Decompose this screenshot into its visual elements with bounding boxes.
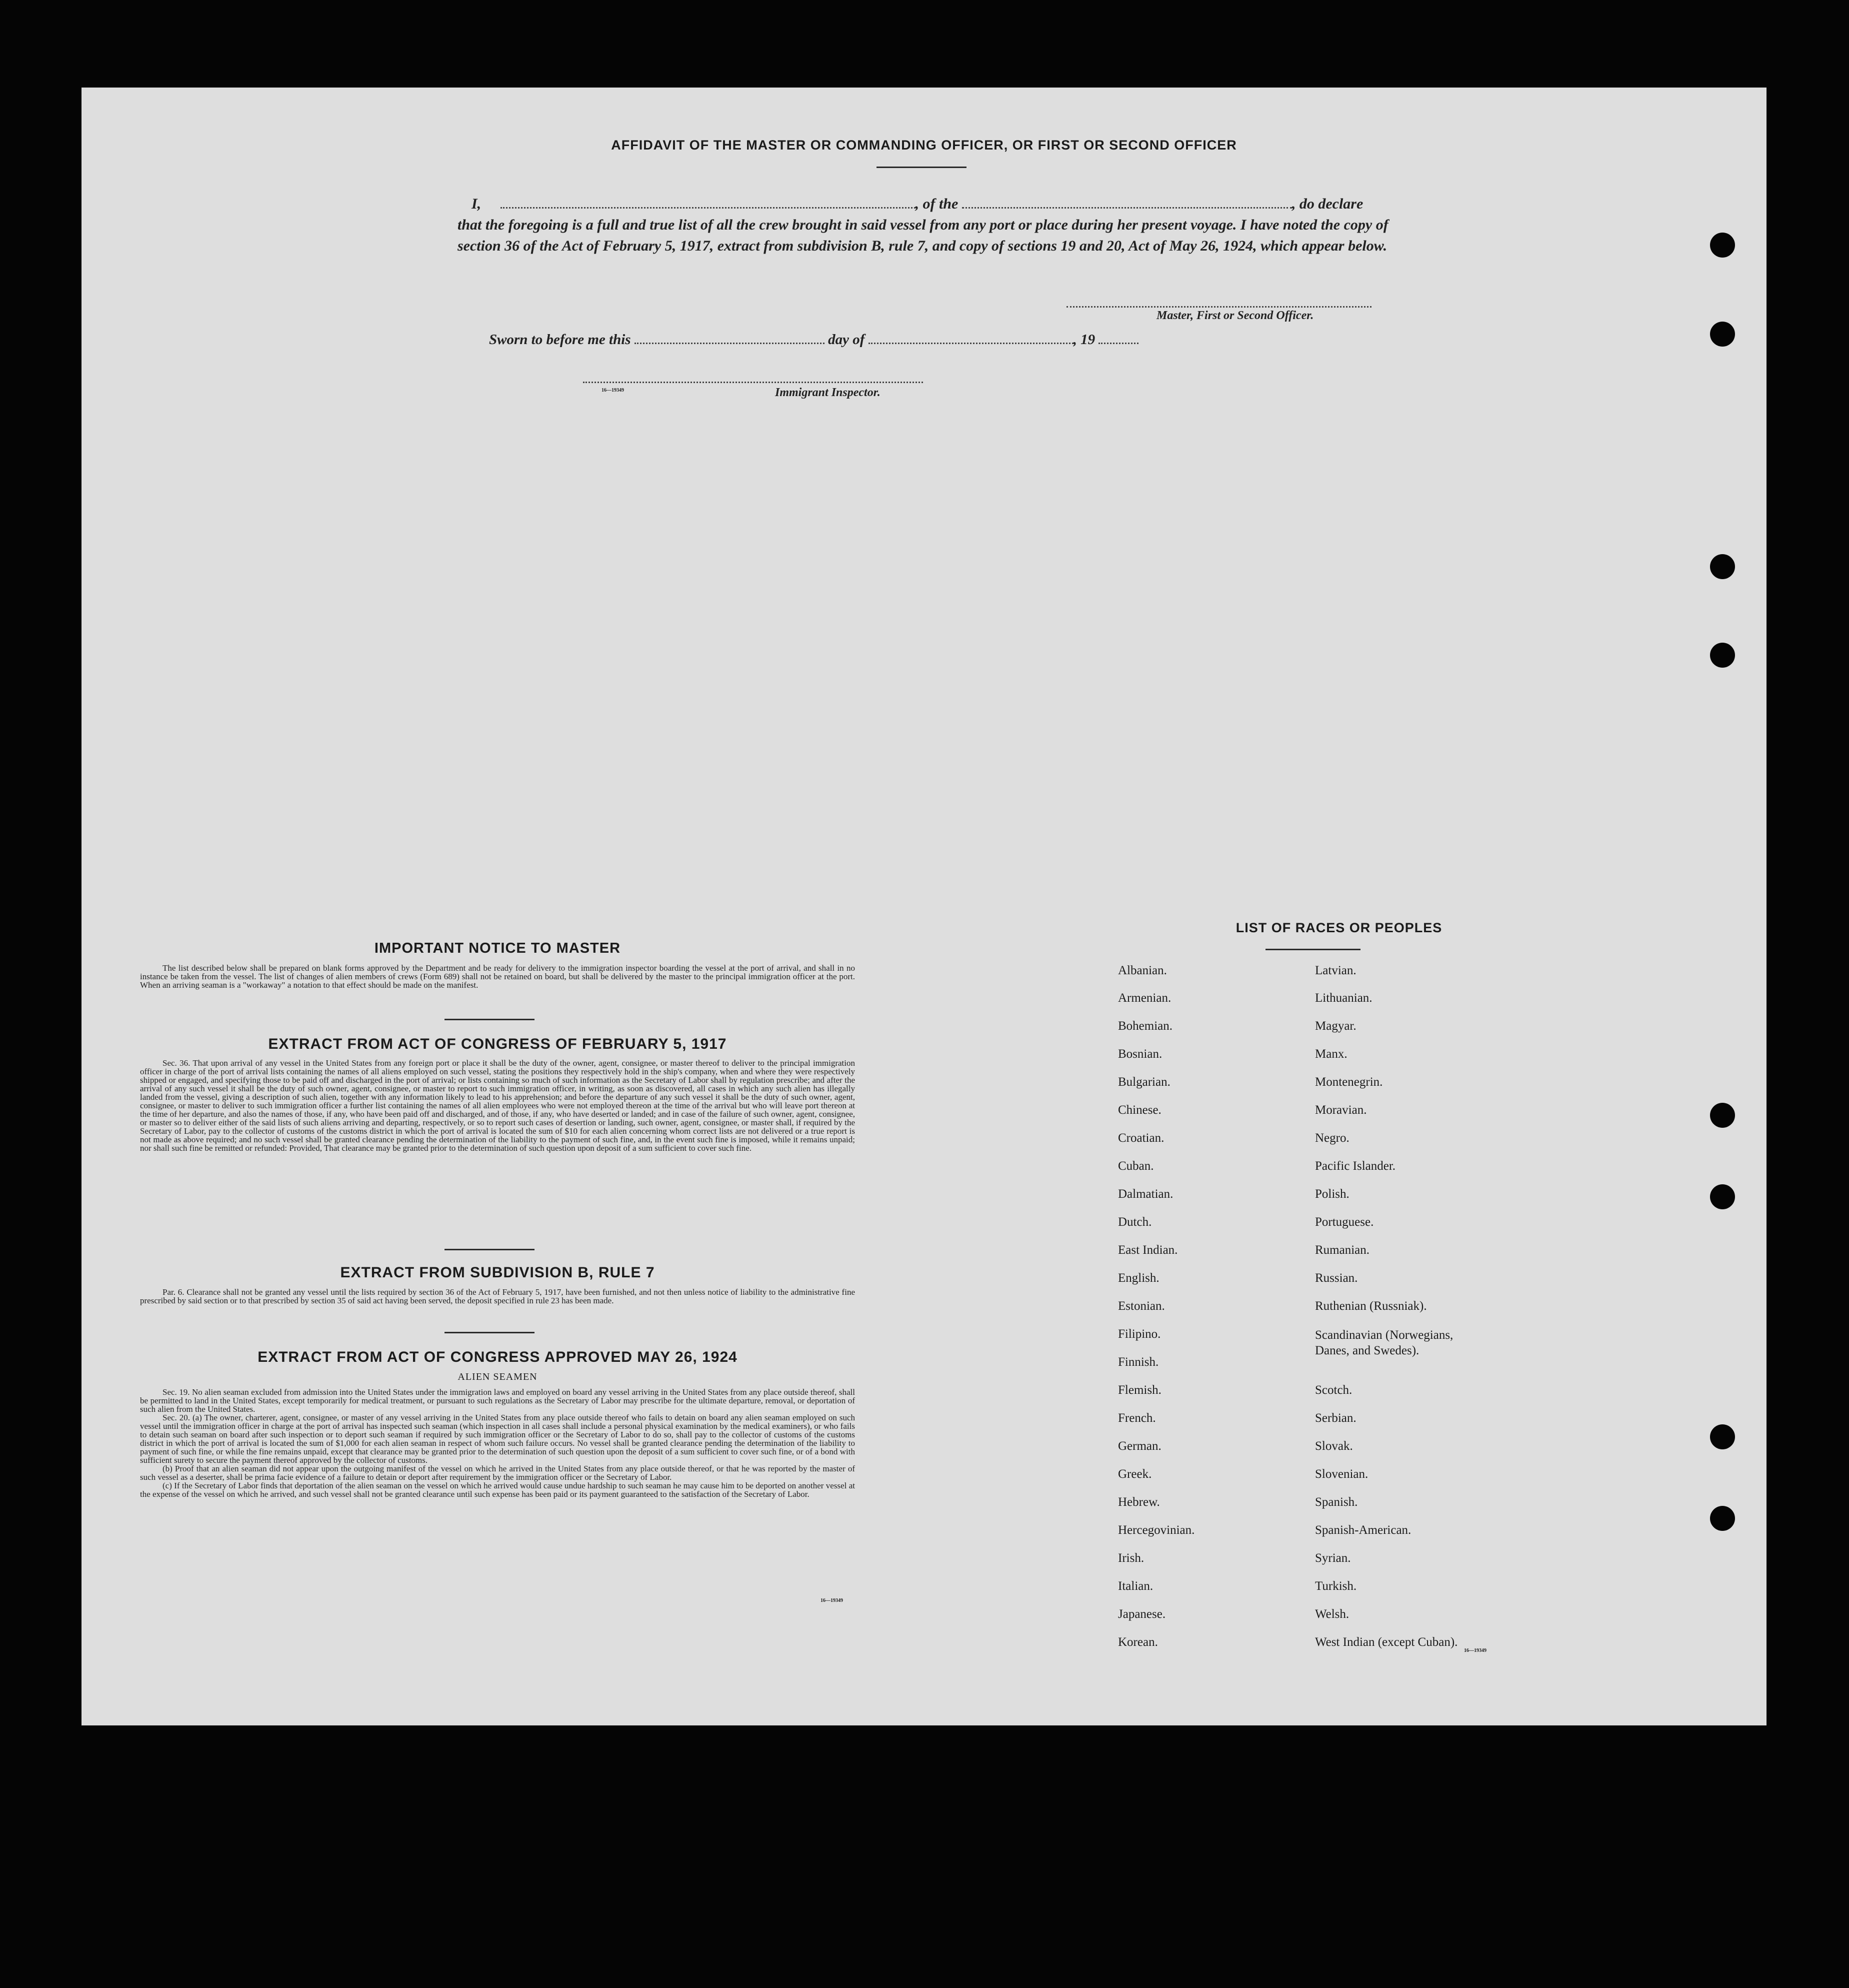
punch-hole bbox=[1710, 554, 1735, 579]
race-item: Polish. bbox=[1315, 1187, 1350, 1201]
year-label: , 19 bbox=[1073, 332, 1096, 348]
divider bbox=[444, 1249, 534, 1250]
affidavit-title: AFFIDAVIT OF THE MASTER OR COMMANDING OFFICER, OR FIRST OR SECOND OFFICER bbox=[611, 138, 1237, 153]
race-item: Moravian. bbox=[1315, 1103, 1367, 1117]
race-item: Cuban. bbox=[1118, 1159, 1154, 1173]
punch-hole bbox=[1710, 233, 1735, 258]
sec-20a-paragraph: Sec. 20. (a) The owner, charterer, agent, consignee, or master of any vessel arriving in the United States from any place outside thereof who fails to detain on board any alien seaman employed on such vessel until the immigration officer in charge at the port of arrival has inspected such seaman (which inspection in all cases shall include a personal physical examination by the medical examiners), or who fails to detain such seaman on board after such inspection or to deport such seaman if required by such immigration officer or the Secretary of Labor to do so, shall pay to the collector of customs of the customs district in which the port of arrival is located the sum of $1,000 for each alien seaman in respect of whom such failure occurs. No vessel shall be granted clearance pending the determination of the liability to payment of such fine, or while the fine remains unpaid, except that clearance may be granted prior to the determination of such question upon the deposit of a sum sufficient to cover such fine, or of a bond with sufficient surety to secure the payment thereof approved by the collector of customs. bbox=[140, 1413, 855, 1465]
inspector-label: Immigrant Inspector. bbox=[775, 386, 880, 399]
race-item: Bohemian. bbox=[1118, 1019, 1173, 1033]
do-declare-label: , do declare bbox=[1292, 196, 1364, 212]
race-item: Irish. bbox=[1118, 1551, 1144, 1565]
race-item: Scotch. bbox=[1315, 1383, 1352, 1397]
race-item: West Indian (except Cuban). bbox=[1315, 1635, 1458, 1649]
race-item: Greek. bbox=[1118, 1467, 1152, 1481]
race-item: Scandinavian (Norwegians, Danes, and Swedes). bbox=[1315, 1328, 1454, 1357]
race-item: Bulgarian. bbox=[1118, 1075, 1170, 1089]
race-item: Latvian. bbox=[1315, 964, 1356, 977]
race-item: Turkish. bbox=[1315, 1579, 1357, 1593]
race-item: German. bbox=[1118, 1439, 1162, 1453]
form-number: 16—19349 bbox=[602, 388, 624, 393]
divider bbox=[444, 1019, 534, 1020]
race-item: Bosnian. bbox=[1118, 1047, 1162, 1061]
sworn-month-blank[interactable] bbox=[868, 332, 1074, 344]
race-item: French. bbox=[1118, 1411, 1156, 1425]
extract-1917-title: EXTRACT FROM ACT OF CONGRESS OF FEBRUARY 5, 1917 bbox=[268, 1036, 727, 1052]
alien-seamen-subtitle: ALIEN SEAMEN bbox=[458, 1371, 538, 1382]
form-sheet bbox=[82, 88, 1766, 1725]
race-item: Finnish. bbox=[1118, 1355, 1159, 1369]
race-item: Hercegovinian. bbox=[1118, 1523, 1195, 1537]
race-item: Portuguese. bbox=[1315, 1215, 1374, 1229]
race-item: Syrian. bbox=[1315, 1551, 1351, 1565]
extract-1924-title: EXTRACT FROM ACT OF CONGRESS APPROVED MAY 26, 1924 bbox=[258, 1349, 738, 1365]
punch-hole bbox=[1710, 322, 1735, 347]
sec-20b-paragraph: (b) Proof that an alien seaman did not appear upon the outgoing manifest of the vessel on which he arrived in the United States from any place outside thereof, or that he was reported by the master of such vessel as a deserter, shall be prima facie evidence of a failure to detain or deport after requirement by the immigration officer or the Secretary of Labor. bbox=[140, 1464, 855, 1482]
master-signature-label: Master, First or Second Officer. bbox=[1156, 309, 1314, 322]
sworn-year-blank[interactable] bbox=[1098, 332, 1138, 344]
race-item: English. bbox=[1118, 1271, 1160, 1285]
sec-19-paragraph: Sec. 19. No alien seaman excluded from admission into the United States under the immigration laws and employed on board any vessel arriving in the United States from any place outside thereof, shall be permitted to land in the United States, except temporarily for medical treatment, or pursuant to such regulations as the Secretary of Labor may prescribe for the ultimate departure, removal, or deportation of such alien from the United States. bbox=[140, 1387, 855, 1414]
extract-1917-text: Sec. 36. That upon arrival of any vessel in the United States from any foreign port or place it shall be the duty of the owner, agent, consignee, or master thereof to deliver to the principal immigration officer in charge of the port of arrival lists containing the names of all aliens employed on such vessel, stating the positions they respectively hold in the ship's company, when and where they were respectively shipped or engaged, and specifying those to be paid off and discharged in the port of arrival; or lists containing so much of such information as the Secretary of Labor shall by regulation prescribe; and after the arrival of any such vessel it shall be the duty of such owner, agent, consignee, or master to report to such immigration officer, in writing, as soon as discovered, all cases in which any such alien has illegally landed from the vessel, giving a description of such alien, together with any information likely to lead to his apprehension; and before the departure of any such vessel it shall be the duty of such owner, agent, consignee, or master to deliver to such immigration officer a further list containing the names of all alien employees who were not employed thereon at the time of the arrival but who will leave port thereon at the time of her departure, and also the names of those, if any, who have been paid off and discharged, and of those, if any, who have deserted or landed; and in case of the failure of such owner, agent, consignee, or master so to deliver either of the said lists of such aliens arriving and departing, respectively, or so to report such cases of desertion or landing, such owner, agent, consignee, or master shall, if required by the Secretary of Labor, pay to the collector of customs of the customs district in which the port of arrival is located the sum of $10 for each alien concerning whom correct lists are not delivered or a true report is not made as above required; and no such vessel shall be granted clearance pending the determination of the liability to the payment of such fine, and, in the event such fine is imposed, while it remains unpaid; nor shall such fine be remitted or refunded: Provided, That clearance may be granted prior to the determination of such question upon deposit of a sum sufficient to cover such fine. bbox=[140, 1058, 855, 1153]
affidavit-text bbox=[458, 194, 1432, 257]
subdivision-title: EXTRACT FROM SUBDIVISION B, RULE 7 bbox=[340, 1264, 655, 1281]
race-item: Filipino. bbox=[1118, 1327, 1161, 1341]
races-title: LIST OF RACES OR PEOPLES bbox=[1236, 920, 1442, 935]
race-item: Slovenian. bbox=[1315, 1467, 1368, 1481]
race-item: Rumanian. bbox=[1315, 1243, 1370, 1257]
race-item: Dalmatian. bbox=[1118, 1187, 1174, 1201]
race-item: Chinese. bbox=[1118, 1103, 1162, 1117]
race-item: Magyar. bbox=[1315, 1019, 1356, 1033]
race-item: Slovak. bbox=[1315, 1439, 1353, 1453]
race-item: Welsh. bbox=[1315, 1607, 1350, 1621]
race-item: Flemish. bbox=[1118, 1383, 1162, 1397]
race-item: Albanian. bbox=[1118, 964, 1167, 977]
punch-hole bbox=[1710, 1184, 1735, 1209]
day-of-label: day of bbox=[828, 332, 865, 348]
divider bbox=[444, 1332, 534, 1333]
notice-title: IMPORTANT NOTICE TO MASTER bbox=[374, 940, 621, 956]
race-item: Manx. bbox=[1315, 1047, 1348, 1061]
race-item: Pacific Islander. bbox=[1315, 1159, 1396, 1173]
divider bbox=[876, 167, 966, 168]
affidavit-body: that the foregoing is a full and true list of all the crew brought in said vessel from any port or place during her present voyage. I have noted the copy of section 36 of the Act of February 5, 1917, extract from subdivision B, rule 7, and copy of sections 19 and 20, Act of May 26, 1924, which appear below. bbox=[458, 217, 1388, 254]
race-item: Estonian. bbox=[1118, 1299, 1165, 1313]
race-item: Korean. bbox=[1118, 1635, 1158, 1649]
vessel-blank[interactable] bbox=[962, 196, 1292, 209]
race-item: Serbian. bbox=[1315, 1411, 1356, 1425]
divider bbox=[1266, 949, 1360, 950]
sec-20c-paragraph: (c) If the Secretary of Labor finds that deportation of the alien seaman on the vessel on which he arrived would cause undue hardship to such seaman he may cause him to be deported on another vessel at the expense of the vessel on which he arrived, and such vessel shall not be granted clearance until such expense has been paid or its payment guaranteed to the satisfaction of the Secretary of Labor. bbox=[140, 1481, 855, 1499]
affidavit-i-label: I, bbox=[472, 196, 482, 212]
of-the-label: , of the bbox=[915, 196, 958, 212]
race-item: Spanish-American. bbox=[1315, 1523, 1412, 1537]
race-item: Japanese. bbox=[1118, 1607, 1166, 1621]
race-item: East Indian. bbox=[1118, 1243, 1178, 1257]
race-item: Croatian. bbox=[1118, 1131, 1164, 1145]
inspector-signature-line[interactable] bbox=[583, 382, 923, 384]
form-number: 16—19349 bbox=[1464, 1648, 1486, 1653]
master-signature-line[interactable] bbox=[1066, 306, 1372, 309]
race-item: Lithuanian. bbox=[1315, 991, 1372, 1005]
punch-hole bbox=[1710, 1424, 1735, 1449]
subdivision-text: Par. 6. Clearance shall not be granted any vessel until the lists required by section 36 of the Act of February 5, 1917, have been furnished, and not then unless notice of liability to the administrative fine prescribed by said section or to that prescribed by section 35 of said act having been served, the deposit specified in rule 23 has been made. bbox=[140, 1287, 855, 1305]
sworn-line bbox=[489, 329, 1464, 350]
extract-1924-text bbox=[140, 1388, 855, 1498]
race-item: Spanish. bbox=[1315, 1495, 1358, 1509]
race-item: Ruthenian (Russniak). bbox=[1315, 1299, 1427, 1313]
race-item: Hebrew. bbox=[1118, 1495, 1160, 1509]
race-item: Negro. bbox=[1315, 1131, 1350, 1145]
race-item: Russian. bbox=[1315, 1271, 1358, 1285]
race-item: Montenegrin. bbox=[1315, 1075, 1383, 1089]
form-number: 16—19349 bbox=[820, 1598, 843, 1603]
sworn-label: Sworn to before me this bbox=[489, 332, 631, 348]
name-blank[interactable] bbox=[500, 196, 916, 209]
punch-hole bbox=[1710, 643, 1735, 668]
race-item: Dutch. bbox=[1118, 1215, 1152, 1229]
affidavit-first-line bbox=[458, 194, 1432, 215]
race-item: Italian. bbox=[1118, 1579, 1154, 1593]
notice-text: The list described below shall be prepared on blank forms approved by the Department and be ready for delivery to the immigration inspector boarding the vessel at the port of arrival, and shall in no instance be taken from the vessel. The list of changes of alien members of crews (Form 689) shall not be retained on board, but shall be delivered by the master to the principal immigration officer at the port. When an arriving seaman is a "workaway" a notation to that effect should be made on the manifest. bbox=[140, 963, 855, 990]
sworn-day-blank[interactable] bbox=[634, 332, 824, 344]
race-item: Armenian. bbox=[1118, 991, 1172, 1005]
punch-hole bbox=[1710, 1103, 1735, 1128]
punch-hole bbox=[1710, 1506, 1735, 1531]
